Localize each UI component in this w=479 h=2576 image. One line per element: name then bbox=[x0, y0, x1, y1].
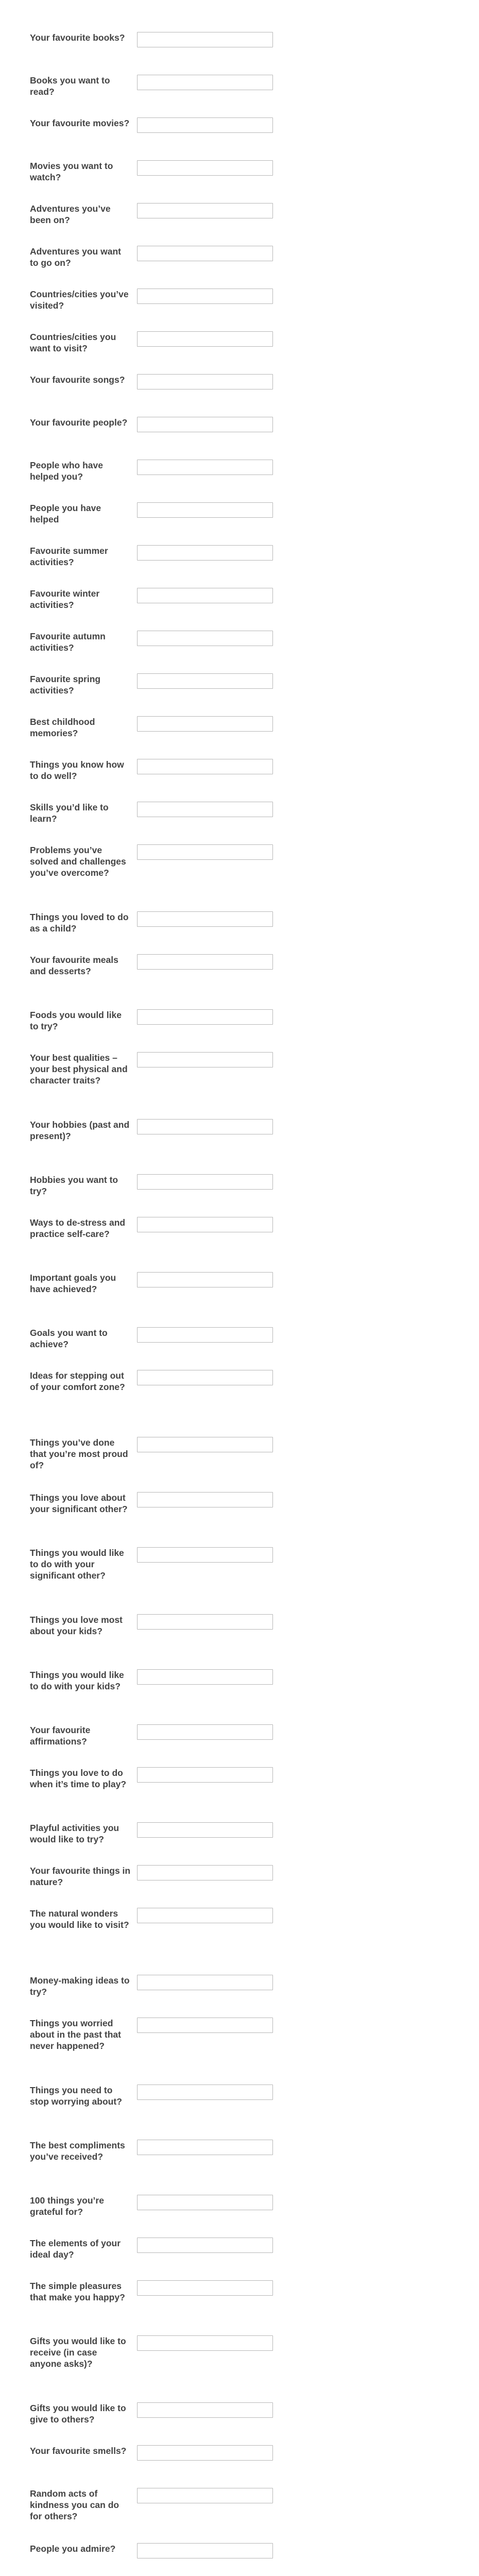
answer-input[interactable] bbox=[137, 2018, 273, 2033]
form-row bbox=[0, 1009, 273, 1032]
answer-input[interactable] bbox=[137, 844, 273, 860]
question-label: Things you need to stop worrying about? bbox=[30, 2085, 122, 2107]
form-row bbox=[0, 673, 273, 696]
question-label: Money-making ideas to try? bbox=[30, 1975, 130, 1997]
form-row bbox=[0, 1370, 273, 1393]
question-label: Your favourite movies? bbox=[30, 118, 130, 128]
answer-input[interactable] bbox=[137, 374, 273, 389]
form-row bbox=[0, 117, 273, 133]
answer-input[interactable] bbox=[137, 1547, 273, 1563]
question-label: Your favourite meals and desserts? bbox=[30, 955, 118, 976]
answer-input[interactable] bbox=[137, 1492, 273, 1507]
answer-input[interactable] bbox=[137, 1174, 273, 1190]
form-row bbox=[0, 1052, 273, 1086]
question-label: 100 things you’re grateful for? bbox=[30, 2195, 104, 2217]
form-row bbox=[0, 1272, 273, 1295]
question-label: Playful activities you would like to try? bbox=[30, 1823, 119, 1844]
form-row bbox=[0, 460, 273, 482]
answer-input[interactable] bbox=[137, 160, 273, 176]
form-row bbox=[0, 631, 273, 653]
question-label: Things you would like to do with your kids? bbox=[30, 1670, 124, 1691]
form-row bbox=[0, 1614, 273, 1637]
form-row bbox=[0, 75, 273, 97]
form-row bbox=[0, 1492, 273, 1515]
form-row bbox=[0, 2084, 273, 2107]
question-label: Your favourite smells? bbox=[30, 2446, 127, 2456]
form-row bbox=[0, 2238, 273, 2260]
form-row bbox=[0, 160, 273, 183]
question-label: Gifts you would like to receive (in case anyone asks)? bbox=[30, 2336, 126, 2369]
form-row bbox=[0, 32, 273, 47]
question-label: Important goals you have achieved? bbox=[30, 1273, 116, 1294]
question-label: Things you’ve done that you’re most proud of? bbox=[30, 1437, 128, 1470]
form-row bbox=[0, 911, 273, 934]
answer-input[interactable] bbox=[137, 588, 273, 603]
answer-input[interactable] bbox=[137, 802, 273, 817]
answer-input[interactable] bbox=[137, 1975, 273, 1990]
form-row bbox=[0, 588, 273, 611]
answer-input[interactable] bbox=[137, 759, 273, 774]
answer-input[interactable] bbox=[137, 203, 273, 218]
question-label: Favourite autumn activities? bbox=[30, 631, 106, 653]
question-label: Countries/cities you want to visit? bbox=[30, 332, 116, 353]
answer-input[interactable] bbox=[137, 1908, 273, 1923]
form-row bbox=[0, 802, 273, 824]
answer-input[interactable] bbox=[137, 2488, 273, 2503]
form-row bbox=[0, 1724, 273, 1747]
answer-input[interactable] bbox=[137, 1865, 273, 1880]
question-label: Things you loved to do as a child? bbox=[30, 912, 129, 934]
form-row bbox=[0, 1437, 273, 1471]
question-label: Things you know how to do well? bbox=[30, 759, 124, 781]
form-row bbox=[0, 1975, 273, 1997]
answer-input[interactable] bbox=[137, 1370, 273, 1385]
form-row bbox=[0, 502, 273, 525]
answer-input[interactable] bbox=[137, 2445, 273, 2461]
question-label: Things you would like to do with your significant other? bbox=[30, 1548, 124, 1581]
question-label: Things you love to do when it’s time to play? bbox=[30, 1768, 127, 1789]
form-row bbox=[0, 2280, 273, 2303]
question-label: Favourite summer activities? bbox=[30, 546, 108, 567]
answer-input[interactable] bbox=[137, 2402, 273, 2418]
form-row bbox=[0, 246, 273, 268]
question-label: Best childhood memories? bbox=[30, 717, 95, 738]
question-label: Ways to de-stress and practice self-care? bbox=[30, 1217, 126, 1239]
form-row bbox=[0, 2018, 273, 2052]
form-row bbox=[0, 716, 273, 739]
answer-input[interactable] bbox=[137, 911, 273, 927]
answer-input[interactable] bbox=[137, 673, 273, 689]
question-label: Adventures you’ve been on? bbox=[30, 204, 111, 225]
answer-input[interactable] bbox=[137, 2280, 273, 2296]
question-label: Things you love most about your kids? bbox=[30, 1615, 123, 1636]
form-row bbox=[0, 1669, 273, 1692]
answer-input[interactable] bbox=[137, 1272, 273, 1287]
question-label: Gifts you would like to give to others? bbox=[30, 2403, 126, 2425]
form-row bbox=[0, 417, 273, 432]
form-row bbox=[0, 2195, 273, 2217]
answer-input[interactable] bbox=[137, 954, 273, 970]
question-label: Your hobbies (past and present)? bbox=[30, 1120, 130, 1141]
answer-input[interactable] bbox=[137, 417, 273, 432]
form-row bbox=[0, 1908, 273, 1930]
question-label: The natural wonders you would like to visit? bbox=[30, 1908, 129, 1930]
question-label: Adventures you want to go on? bbox=[30, 246, 121, 268]
form-row bbox=[0, 1767, 273, 1790]
answer-input[interactable] bbox=[137, 2335, 273, 2351]
question-label: The best compliments you’ve received? bbox=[30, 2140, 125, 2162]
form-row bbox=[0, 331, 273, 354]
answer-input[interactable] bbox=[137, 1767, 273, 1783]
form-row bbox=[0, 1174, 273, 1197]
answer-input[interactable] bbox=[137, 1669, 273, 1685]
form-row bbox=[0, 1119, 273, 1142]
question-label: The elements of your ideal day? bbox=[30, 2238, 121, 2260]
question-label: Your favourite things in nature? bbox=[30, 1866, 131, 1887]
question-label: Movies you want to watch? bbox=[30, 161, 113, 182]
answer-input[interactable] bbox=[137, 2140, 273, 2155]
form-row bbox=[0, 759, 273, 782]
form-row bbox=[0, 2335, 273, 2369]
question-label: Hobbies you want to try? bbox=[30, 1175, 118, 1196]
question-label: Favourite spring activities? bbox=[30, 674, 101, 696]
answer-input[interactable] bbox=[137, 1119, 273, 1134]
question-label: Skills you’d like to learn? bbox=[30, 802, 109, 824]
question-label: Your favourite affirmations? bbox=[30, 1725, 91, 1747]
form-row bbox=[0, 203, 273, 226]
answer-input[interactable] bbox=[137, 2238, 273, 2253]
form-row bbox=[0, 545, 273, 568]
form-row bbox=[0, 1822, 273, 1845]
answer-input[interactable] bbox=[137, 331, 273, 347]
question-label: People you have helped bbox=[30, 503, 101, 524]
answer-input[interactable] bbox=[137, 716, 273, 732]
answer-input[interactable] bbox=[137, 32, 273, 47]
answer-input[interactable] bbox=[137, 1724, 273, 1740]
answer-input[interactable] bbox=[137, 2543, 273, 2558]
question-label: Goals you want to achieve? bbox=[30, 1328, 108, 1349]
answer-input[interactable] bbox=[137, 460, 273, 475]
question-label: Your favourite people? bbox=[30, 417, 128, 428]
form-row bbox=[0, 1547, 273, 1581]
form-row bbox=[0, 2402, 273, 2425]
question-label: Books you want to read? bbox=[30, 75, 110, 97]
question-label: Your best qualities – your best physical and character traits? bbox=[30, 1053, 128, 1086]
form-row bbox=[0, 289, 273, 311]
form-row bbox=[0, 954, 273, 977]
question-label: People who have helped you? bbox=[30, 460, 103, 482]
answer-input[interactable] bbox=[137, 1614, 273, 1630]
form-row bbox=[0, 2445, 273, 2461]
question-label: Favourite winter activities? bbox=[30, 588, 100, 610]
question-label: Things you love about your significant other? bbox=[30, 1493, 128, 1514]
form-row bbox=[0, 2140, 273, 2162]
form-row bbox=[0, 374, 273, 389]
answer-input[interactable] bbox=[137, 2084, 273, 2100]
question-label: Your favourite books? bbox=[30, 32, 125, 43]
answer-input[interactable] bbox=[137, 502, 273, 518]
question-label: The simple pleasures that make you happy? bbox=[30, 2281, 125, 2302]
answer-input[interactable] bbox=[137, 1437, 273, 1452]
answer-input[interactable] bbox=[137, 631, 273, 646]
question-label: Ideas for stepping out of your comfort zone? bbox=[30, 1370, 125, 1392]
form-row bbox=[0, 1217, 273, 1240]
question-label: Problems you’ve solved and challenges you’ve overcome? bbox=[30, 845, 126, 878]
question-label: Foods you would like to try? bbox=[30, 1010, 122, 1031]
form-row bbox=[0, 2488, 273, 2522]
form-row bbox=[0, 1865, 273, 1888]
answer-input[interactable] bbox=[137, 1822, 273, 1838]
answer-input[interactable] bbox=[137, 2195, 273, 2210]
answer-input[interactable] bbox=[137, 1009, 273, 1025]
answer-input[interactable] bbox=[137, 289, 273, 304]
answer-input[interactable] bbox=[137, 246, 273, 261]
answer-input[interactable] bbox=[137, 75, 273, 90]
form-row bbox=[0, 1327, 273, 1350]
answer-input[interactable] bbox=[137, 545, 273, 561]
answer-input[interactable] bbox=[137, 117, 273, 133]
question-label: Your favourite songs? bbox=[30, 375, 125, 385]
form-row bbox=[0, 2543, 273, 2558]
form-row bbox=[0, 844, 273, 878]
question-label: Things you worried about in the past that never happened? bbox=[30, 2018, 121, 2051]
answer-input[interactable] bbox=[137, 1327, 273, 1343]
question-label: Countries/cities you’ve visited? bbox=[30, 289, 129, 311]
question-label: Random acts of kindness you can do for others? bbox=[30, 2488, 119, 2521]
answer-input[interactable] bbox=[137, 1052, 273, 1067]
answer-input[interactable] bbox=[137, 1217, 273, 1232]
question-label: People you admire? bbox=[30, 2544, 116, 2554]
